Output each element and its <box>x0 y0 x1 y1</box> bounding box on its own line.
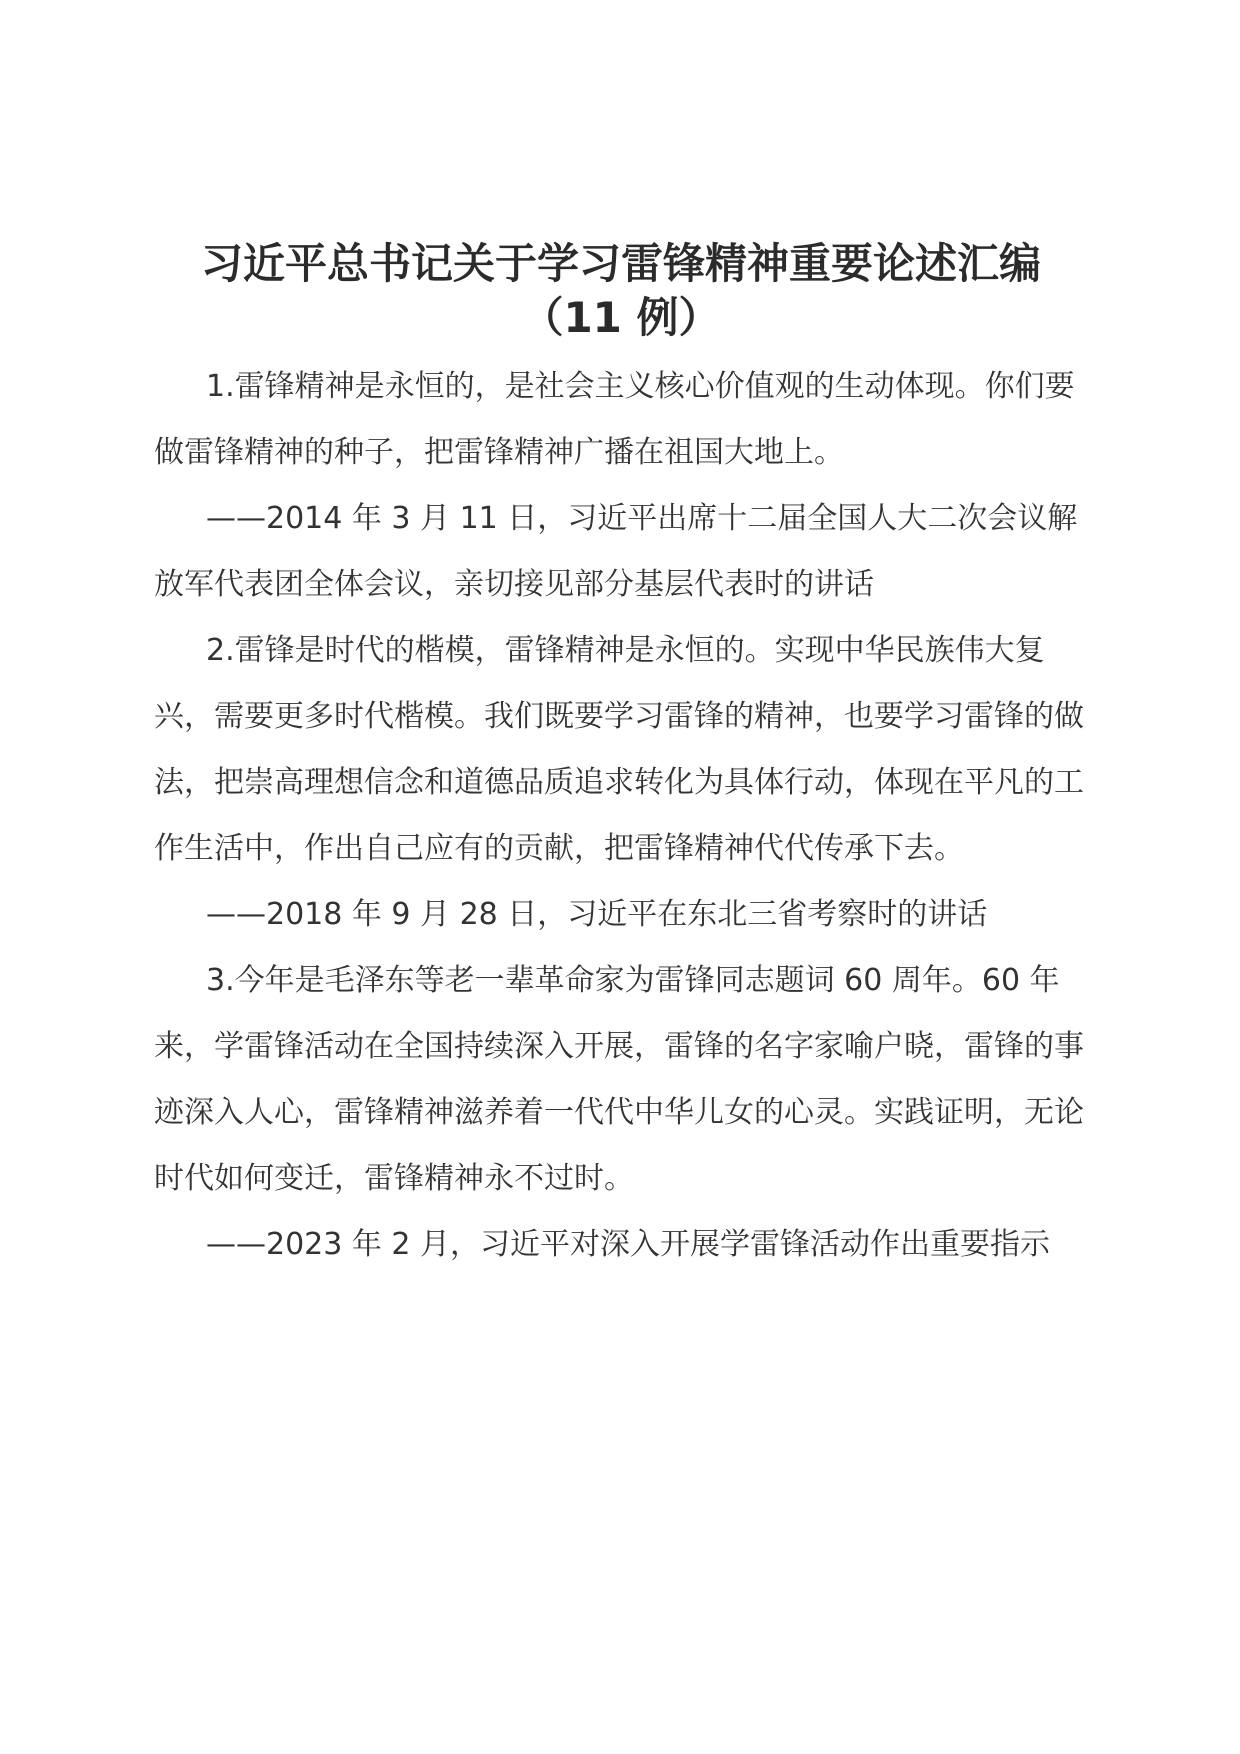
quote-source-1: ——2014 年 3 月 11 日，习近平出席十二届全国人大二次会议解放军代表团全体会议，亲切接见部分基层代表时的讲话 <box>154 501 1078 602</box>
quote-paragraph-1: 1.雷锋精神是永恒的，是社会主义核心价值观的生动体现。你们要做雷锋精神的种子，把雷锋精神广播在祖国大地上。 <box>154 369 1075 470</box>
quote-paragraph-2: 2.雷锋是时代的楷模，雷锋精神是永恒的。实现中华民族伟大复兴，需要更多时代楷模。我们既要学习雷锋的精神，也要学习雷锋的做法，把崇高理想信念和道德品质追求转化为具体行动，体现在平凡的工作生活中，作出自己应有的贡献，把雷锋精神代代传承下去。 <box>154 633 1084 866</box>
quote-paragraph-3: 3.今年是毛泽东等老一辈革命家为雷锋同志题词 60 周年。60 年来，学雷锋活动在全国持续深入开展，雷锋的名字家喻户晓，雷锋的事迹深入人心，雷锋精神滋养着一代代中华儿女的心灵。实践证明，无论时代如何变迁，雷锋精神永不过时。 <box>154 963 1084 1196</box>
document-page <box>154 238 1088 1278</box>
document-subtitle: （11 例） <box>521 293 721 342</box>
quote-source-2: ——2018 年 9 月 28 日，习近平在东北三省考察时的讲话 <box>206 897 988 932</box>
quote-source-3: ——2023 年 2 月，习近平对深入开展学雷锋活动作出重要指示 <box>206 1227 1051 1262</box>
document-title: 习近平总书记关于学习雷锋精神重要论述汇编 <box>200 239 1041 288</box>
